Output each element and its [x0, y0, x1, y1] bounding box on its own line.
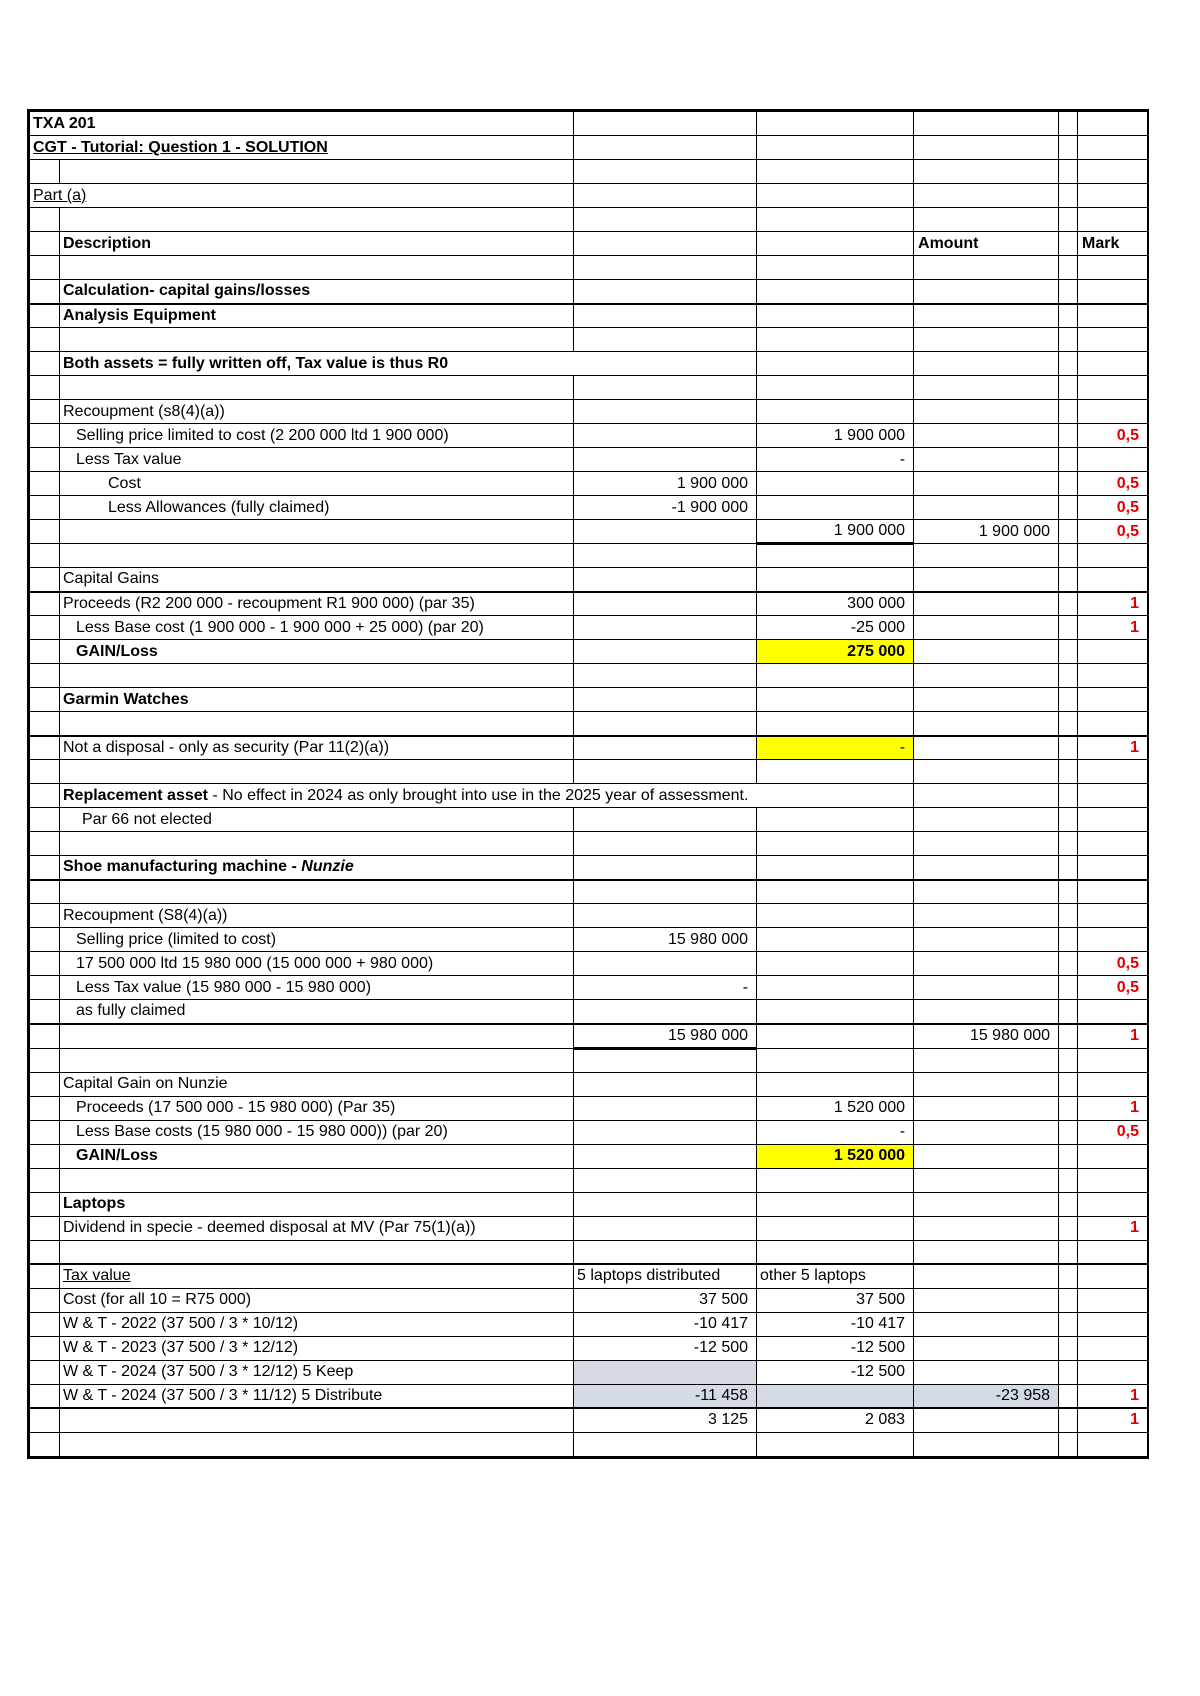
less-tax-label: Less Tax value — [60, 448, 574, 472]
capital-gains-label: Capital Gains — [60, 568, 574, 592]
shoe-proceeds: Proceeds (17 500 000 - 15 980 000) (Par 35) — [60, 1096, 574, 1120]
shoe-heading-italic: Nunzie — [301, 858, 354, 876]
analysis-heading: Analysis Equipment — [60, 304, 574, 328]
allowances-label: Less Allowances (fully claimed) — [60, 496, 574, 520]
garmin-line: Not a disposal - only as security (Par 11(2)(a)) — [60, 736, 574, 760]
laptop-row-distributed — [574, 1360, 757, 1384]
base-cost-mark: 1 — [1078, 616, 1148, 640]
garmin-heading: Garmin Watches — [60, 688, 574, 712]
column-description: Description — [60, 232, 574, 256]
laptop-row-distributed: -11 458 — [574, 1384, 757, 1408]
row-course — [30, 112, 1148, 136]
shoe-proceeds-value: 1 520 000 — [757, 1096, 914, 1120]
laptops-total-mark: 1 — [1078, 1408, 1148, 1432]
shoe-cg-label: Capital Gain on Nunzie — [60, 1072, 574, 1096]
shoe-recoupment-amount: 15 980 000 — [914, 1024, 1059, 1049]
laptop-row — [30, 1336, 1148, 1360]
shoe-selling-value: 15 980 000 — [574, 928, 757, 952]
section-calculation: Calculation- capital gains/losses — [60, 280, 574, 304]
shoe-gain-label: GAIN/Loss — [60, 1144, 574, 1168]
shoe-base: Less Base costs (15 980 000 - 15 980 000)) (par 20) — [60, 1120, 574, 1144]
cost-value: 1 900 000 — [574, 472, 757, 496]
shoe-proceeds-mark: 1 — [1078, 1096, 1148, 1120]
shoe-gain-value: 1 520 000 — [757, 1144, 914, 1168]
laptop-row-distributed: -10 417 — [574, 1312, 757, 1336]
proceeds-value: 300 000 — [757, 592, 914, 616]
base-cost-label: Less Base cost (1 900 000 - 1 900 000 + 25 000) (par 20) — [60, 616, 574, 640]
laptop-row — [30, 1384, 1148, 1408]
page-title: CGT - Tutorial: Question 1 - SOLUTION — [30, 136, 574, 160]
analysis-note: Both assets = fully written off, Tax value is thus R0 — [60, 352, 757, 376]
row-title — [30, 136, 1148, 160]
shoe-less-tax-mark: 0,5 — [1078, 976, 1148, 1000]
spreadsheet — [27, 109, 1149, 1459]
less-tax-value: - — [757, 448, 914, 472]
shoe-less-tax: Less Tax value (15 980 000 - 15 980 000) — [60, 976, 574, 1000]
shoe-heading-text: Shoe manufacturing machine - — [63, 858, 302, 876]
laptop-row-other: -10 417 — [757, 1312, 914, 1336]
gain-loss-label: GAIN/Loss — [60, 640, 574, 664]
recoupment-label: Recoupment (s8(4)(a)) — [60, 400, 574, 424]
shoe-recoupment-mark: 1 — [1078, 1024, 1148, 1049]
laptop-row — [30, 1360, 1148, 1384]
shoe-base-value: - — [757, 1120, 914, 1144]
base-cost-value: -25 000 — [757, 616, 914, 640]
solution-table — [29, 111, 1148, 1457]
laptops-total-distributed: 3 125 — [574, 1408, 757, 1432]
laptops-dividend-mark: 1 — [1078, 1216, 1148, 1240]
replacement-bold: Replacement asset — [63, 786, 208, 804]
laptops-dividend: Dividend in specie - deemed disposal at MV (Par 75(1)(a)) — [60, 1216, 574, 1240]
shoe-recoupment-total: 15 980 000 — [574, 1024, 757, 1049]
shoe-heading — [60, 856, 574, 880]
laptop-row-label: W & T - 2023 (37 500 / 3 * 12/12) — [60, 1336, 574, 1360]
laptop-row-label: W & T - 2024 (37 500 / 3 * 11/12) 5 Distribute — [60, 1384, 574, 1408]
selling-price-mark: 0,5 — [1078, 424, 1148, 448]
allowances-mark: 0,5 — [1078, 496, 1148, 520]
column-amount: Amount — [914, 232, 1059, 256]
laptop-row-label: W & T - 2022 (37 500 / 3 * 10/12) — [60, 1312, 574, 1336]
laptop-row-other: 37 500 — [757, 1288, 914, 1312]
laptops-heading: Laptops — [60, 1192, 574, 1216]
column-mark: Mark — [1078, 232, 1148, 256]
shoe-fully-claimed: as fully claimed — [60, 1000, 574, 1024]
cost-label: Cost — [60, 472, 574, 496]
proceeds-label: Proceeds (R2 200 000 - recoupment R1 900 000) (par 35) — [60, 592, 574, 616]
cost-mark: 0,5 — [1078, 472, 1148, 496]
recoupment-total-mark: 0,5 — [1078, 520, 1148, 544]
replacement-text: - No effect in 2024 as only brought into use in the 2025 year of assessment. — [207, 786, 749, 804]
laptop-row-label: W & T - 2024 (37 500 / 3 * 12/12) 5 Keep — [60, 1360, 574, 1384]
laptops-col-other: other 5 laptops — [757, 1264, 914, 1288]
shoe-ltd: 17 500 000 ltd 15 980 000 (15 000 000 + 980 000) — [60, 952, 574, 976]
laptop-row-amount: -23 958 — [914, 1384, 1059, 1408]
shoe-selling: Selling price (limited to cost) — [60, 928, 574, 952]
laptops-total-other: 2 083 — [757, 1408, 914, 1432]
shoe-base-mark: 0,5 — [1078, 1120, 1148, 1144]
laptop-row — [30, 1288, 1148, 1312]
garmin-mark: 1 — [1078, 736, 1148, 760]
laptop-row-distributed: -12 500 — [574, 1336, 757, 1360]
row-column-headers — [30, 232, 1148, 256]
laptops-col-distributed: 5 laptops distributed — [574, 1264, 757, 1288]
course-code: TXA 201 — [30, 112, 574, 136]
laptop-row-label: Cost (for all 10 = R75 000) — [60, 1288, 574, 1312]
proceeds-mark: 1 — [1078, 592, 1148, 616]
garmin-value: - — [757, 736, 914, 760]
selling-price-value: 1 900 000 — [757, 424, 914, 448]
laptop-row-distributed: 37 500 — [574, 1288, 757, 1312]
laptop-row-other — [757, 1384, 914, 1408]
row-part — [30, 184, 1148, 208]
shoe-less-tax-value: - — [574, 976, 757, 1000]
recoupment-total: 1 900 000 — [757, 520, 914, 544]
selling-price-label: Selling price limited to cost (2 200 000 ltd 1 900 000) — [60, 424, 574, 448]
par66-note: Par 66 not elected — [60, 808, 574, 832]
laptop-row — [30, 1312, 1148, 1336]
part-label: Part (a) — [30, 184, 574, 208]
laptops-tax-value: Tax value — [60, 1264, 574, 1288]
recoupment-amount: 1 900 000 — [914, 520, 1059, 544]
laptop-row-other: -12 500 — [757, 1360, 914, 1384]
laptop-row-mark: 1 — [1078, 1384, 1148, 1408]
laptop-row-other: -12 500 — [757, 1336, 914, 1360]
replacement-note — [60, 784, 914, 808]
shoe-recoupment: Recoupment (S8(4)(a)) — [60, 904, 574, 928]
allowances-value: -1 900 000 — [574, 496, 757, 520]
shoe-ltd-mark: 0,5 — [1078, 952, 1148, 976]
gain-loss-value: 275 000 — [757, 640, 914, 664]
